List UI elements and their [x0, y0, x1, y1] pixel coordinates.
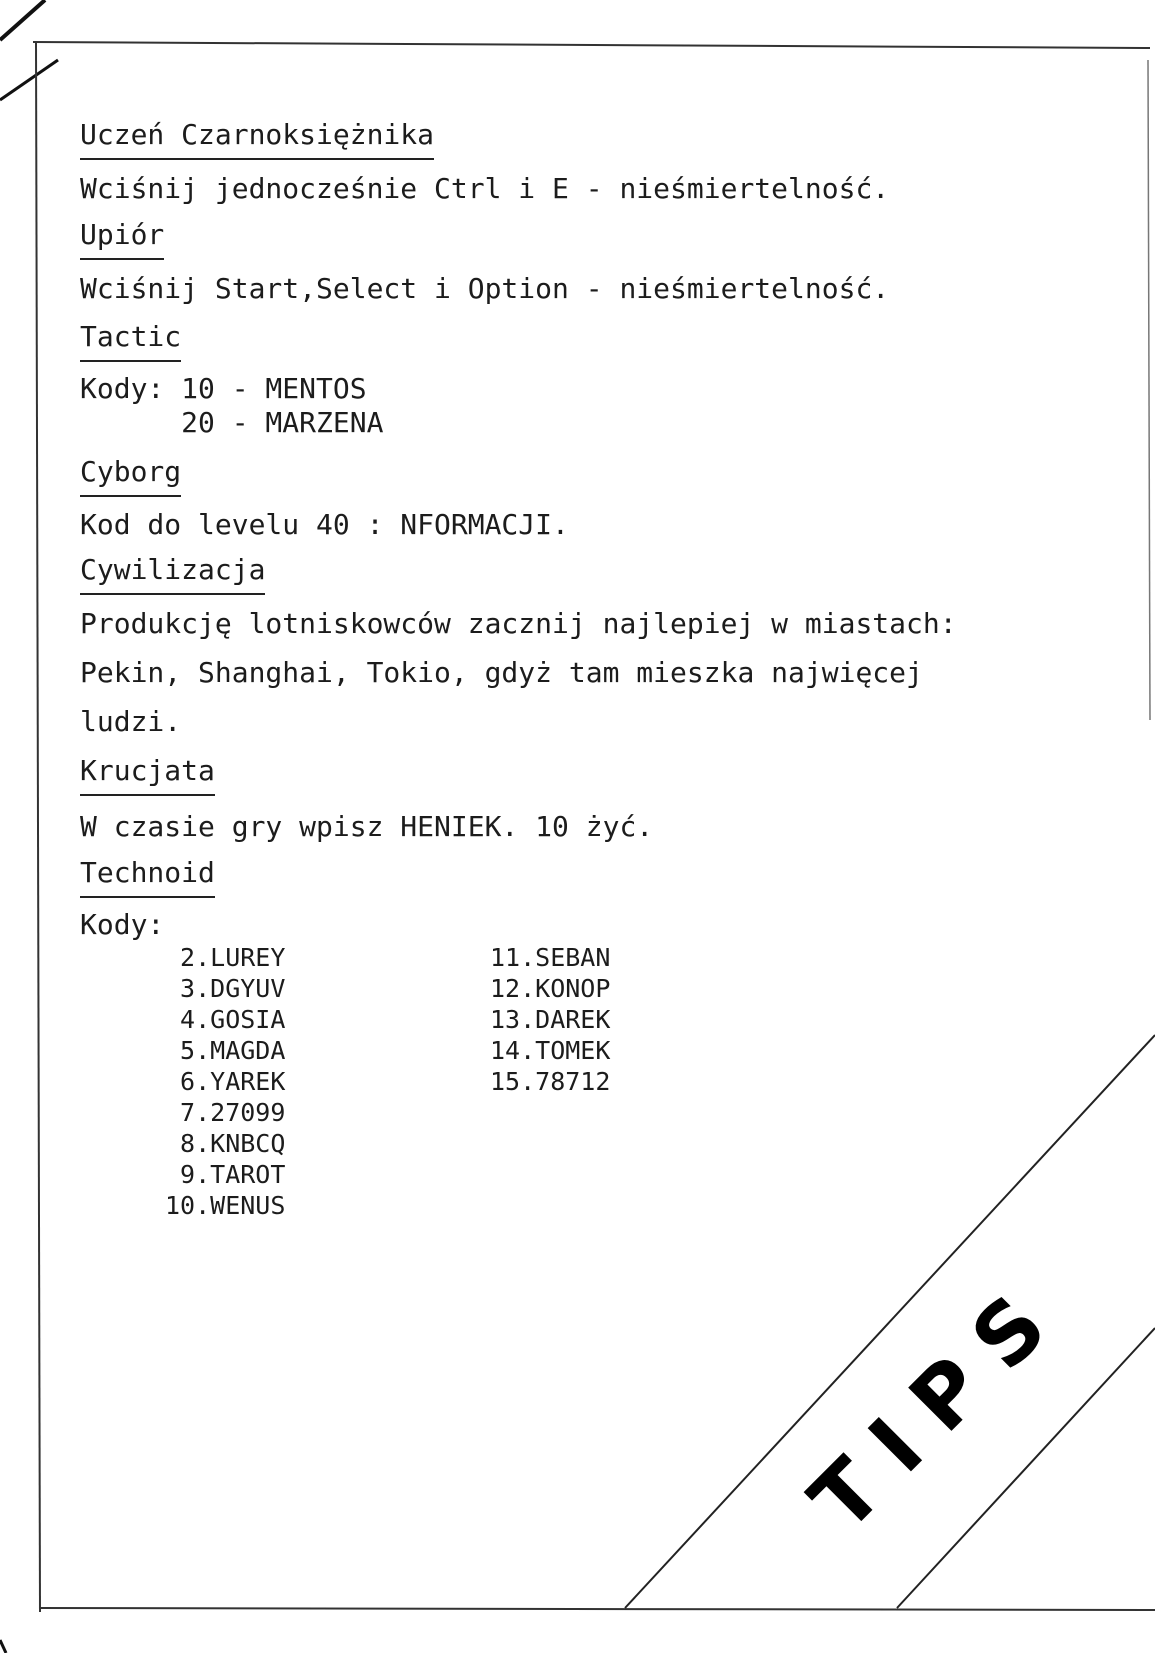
body-cywilizacja-3: ludzi.	[80, 705, 182, 738]
tips-stamp: TIPS	[791, 1258, 1084, 1550]
frame-top	[33, 42, 1150, 48]
corner-stroke	[0, 0, 45, 40]
list-item: 15.78712	[490, 1067, 611, 1096]
heading-tactic: Tactic	[80, 320, 181, 362]
corner-stroke	[0, 1640, 6, 1653]
body-krucjata: W czasie gry wpisz HENIEK. 10 żyć.	[80, 810, 654, 843]
list-item: 6.YAREK	[165, 1067, 286, 1096]
frame-right	[1148, 60, 1150, 720]
frame-left	[36, 42, 40, 1612]
heading-upior: Upiór	[80, 218, 164, 260]
heading-uczen: Uczeń Czarnoksiężnika	[80, 118, 434, 160]
heading-krucjata: Krucjata	[80, 754, 215, 796]
body-cywilizacja-1: Produkcję lotniskowców zacznij najlepiej w miastach:	[80, 607, 957, 640]
body-cyborg: Kod do levelu 40 : NFORMACJI.	[80, 508, 569, 541]
list-item: 10.WENUS	[165, 1191, 286, 1220]
list-item: 11.SEBAN	[490, 943, 611, 972]
body-cywilizacja-2: Pekin, Shanghai, Tokio, gdyż tam mieszka najwięcej	[80, 656, 923, 689]
list-item: 2.LUREY	[165, 943, 286, 972]
list-item: 13.DAREK	[490, 1005, 611, 1034]
list-item: 9.TAROT	[165, 1160, 286, 1189]
body-technoid: Kody:	[80, 908, 165, 941]
list-item: 3.DGYUV	[165, 974, 286, 1003]
list-item: 8.KNBCQ	[165, 1129, 286, 1158]
body-tactic-2: 20 - MARZENA	[80, 406, 384, 439]
heading-technoid: Technoid	[80, 856, 215, 898]
list-item: 4.GOSIA	[165, 1005, 286, 1034]
heading-cywilizacja: Cywilizacja	[80, 553, 265, 595]
list-item: 12.KONOP	[490, 974, 611, 1003]
corner-stroke	[0, 60, 58, 100]
body-upior: Wciśnij Start,Select i Option - nieśmiertelność.	[80, 272, 890, 305]
frame-bottom	[40, 1608, 1155, 1610]
body-uczen: Wciśnij jednocześnie Ctrl i E - nieśmiertelność.	[80, 172, 890, 205]
list-item: 7.27099	[165, 1098, 286, 1127]
heading-cyborg: Cyborg	[80, 455, 181, 497]
list-item: 5.MAGDA	[165, 1036, 286, 1065]
body-tactic-1: Kody: 10 - MENTOS	[80, 372, 367, 405]
list-item: 14.TOMEK	[490, 1036, 611, 1065]
